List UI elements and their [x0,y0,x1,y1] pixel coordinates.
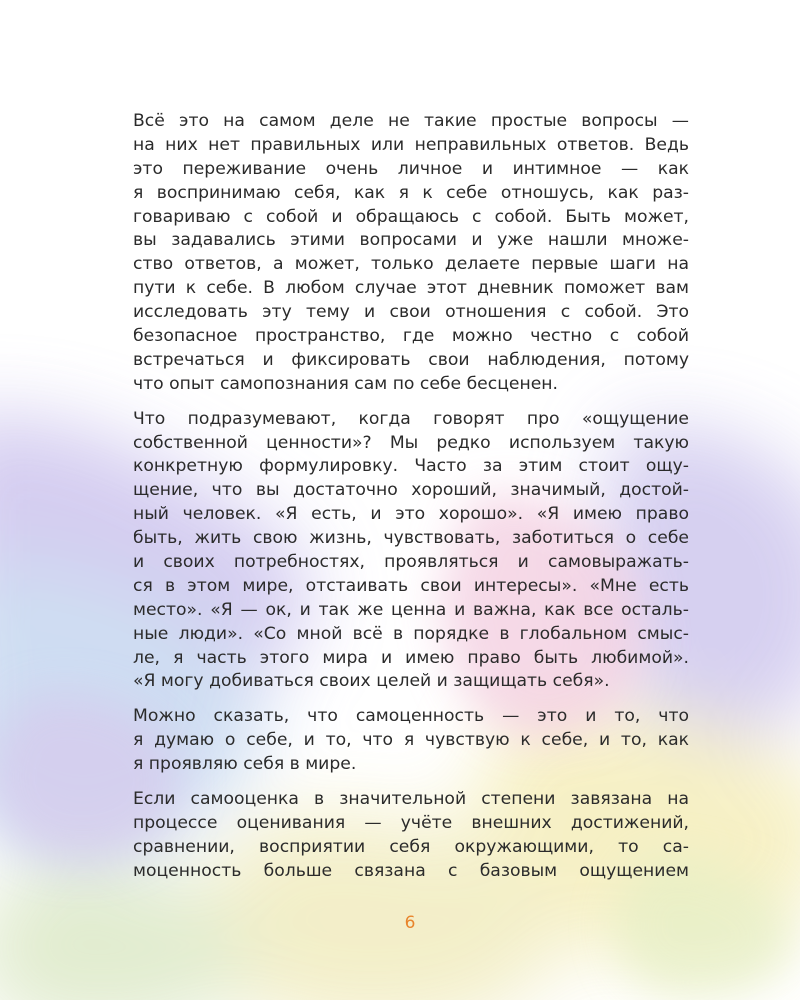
text-line: ный человек. «Я есть, и это хорошо». «Я имею право [133,504,689,525]
text-line: пути к себе. В любом случае этот дневник поможет вам [133,278,689,299]
text-line: Всё это на самом деле не такие простые вопросы — [133,111,689,131]
text-line: я думаю о себе, и то, что я чувствую к себе, и то, как [133,730,689,751]
body-text [133,110,689,895]
text-line: исследовать эту тему и свои отношения с собой. Это [133,302,689,323]
text-line: Если самооценка в значительной степени завязана на [133,789,689,810]
text-line: ся в этом мире, отстаивать свои интересы». «Мне есть [133,575,689,596]
text-line: сравнении, восприятии себя окружающими, то са- [133,836,689,857]
text-line: щение, что вы достаточно хороший, значимый, достой- [133,480,689,501]
text-line: процессе оценивания — учёте внешних достижений, [133,812,689,833]
text-line: я проявляю себя в мире. [133,754,357,775]
text-line: я воспринимаю себя, как я к себе отношусь, как раз- [133,182,689,203]
text-line: моценность больше связана с базовым ощущением [133,860,689,881]
text-line: и своих потребностях, проявляться и самовыражать- [133,552,689,573]
text-line: конкретную формулировку. Часто за этим стоит ощу- [133,456,689,477]
paragraph-2 [133,408,689,695]
text-line: «Я могу добиваться своих целей и защищать себя». [133,671,610,692]
text-line: ле, я часть этого мира и имею право быть любимой». [133,647,689,668]
text-line: ные люди». «Со мной всё в порядке в глобальном смыс- [133,623,689,644]
page-number: 6 [404,913,416,933]
text-line: место». «Я — ок, и так же ценна и важна, как все осталь- [133,599,689,620]
text-line: говариваю с собой и обращаюсь с собой. Быть может, [133,206,689,227]
text-line: встречаться и фиксировать свои наблюдения, потому [133,349,689,370]
text-line: это переживание очень личное и интимное — как [133,158,689,179]
text-line: быть, жить свою жизнь, чувствовать, заботиться о себе [133,528,689,549]
paragraph-3 [133,705,689,777]
paragraph-1 [133,110,689,397]
text-line: ство ответов, а может, только делаете первые шаги на [133,254,689,275]
text-line: вы задавались этими вопросами и уже нашли множе- [133,230,689,251]
text-line: собственной ценности»? Мы редко используем такую [133,432,689,453]
paragraph-4 [133,788,689,884]
text-line: безопасное пространство, где можно честно с собой [133,326,689,347]
text-line: Можно сказать, что самоценность — это и то, что [133,706,689,727]
text-line: на них нет правильных или неправильных ответов. Ведь [133,134,689,155]
text-line: что опыт самопознания сам по себе бесценен. [133,373,558,394]
text-line: Что подразумевают, когда говорят про «ощущение [133,408,689,429]
